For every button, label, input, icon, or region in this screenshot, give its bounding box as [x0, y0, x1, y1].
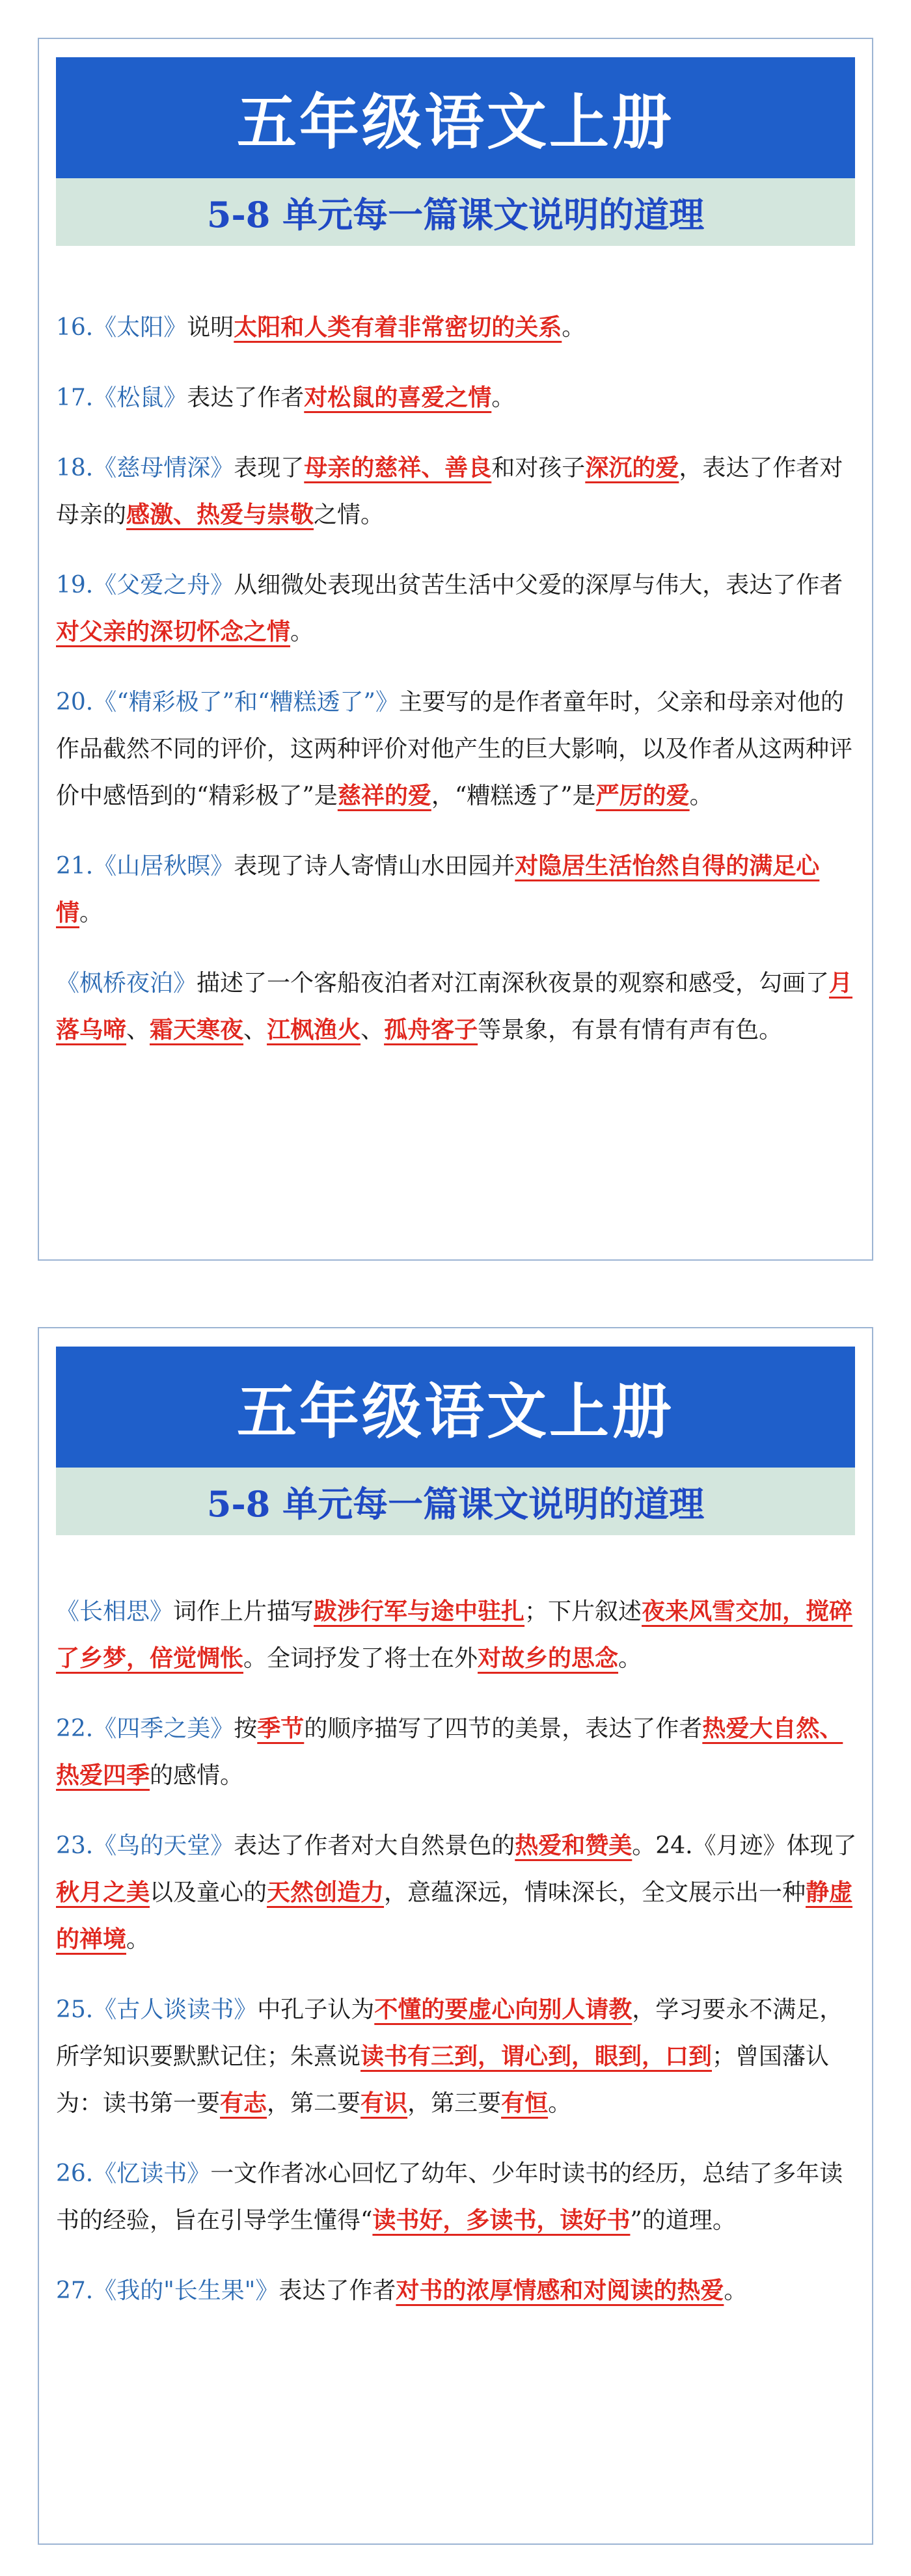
card-page-1: [38, 38, 873, 1261]
page-subtitle: 5-8 单元每一篇课文说明的道理: [56, 1468, 855, 1535]
entry-highlight: 热爱大自然、热爱四季: [56, 1715, 843, 1789]
page-title: 五年级语文上册: [56, 1347, 855, 1468]
entry-highlight: 霜天寒夜: [150, 1017, 244, 1043]
entry-paragraph: [56, 1589, 859, 1682]
entry-highlight: 对父亲的深切怀念之情: [56, 619, 291, 645]
entry-highlight: 读书好，多读书，读好书: [372, 2207, 631, 2234]
entry-list: [56, 1589, 859, 2338]
entry-text: 之情。: [314, 502, 385, 528]
entry-highlight: 对故乡的思念: [478, 1645, 619, 1672]
entry-paragraph: [56, 2268, 859, 2314]
entry-text: 。: [562, 314, 586, 341]
entry-text: ，表达了作者对母亲的: [56, 455, 843, 528]
entry-highlight: 月落乌啼: [56, 970, 853, 1043]
entry-text: ；下片叙述: [524, 1598, 642, 1625]
entry-text: 表现了诗人寄情山水田园并: [234, 853, 515, 879]
entry-list: [56, 304, 859, 1077]
entry-text: 、: [126, 1017, 150, 1043]
entry-highlight: 静虚的禅境: [56, 1879, 853, 1953]
entry-text: 表现了: [234, 455, 305, 481]
entry-text: ”的道理。: [630, 2207, 736, 2234]
entry-highlight: 感激、热爱与崇敬: [126, 502, 314, 528]
entry-highlight: 孤舟客子: [384, 1017, 478, 1043]
entry-text: 词作上片描写: [173, 1598, 314, 1625]
entry-highlight: 深沉的爱: [585, 455, 679, 481]
entry-text: 从细微处表现出贫苦生活中父爱的深厚与伟大，表达了作者: [234, 572, 843, 598]
entry-text: 、: [360, 1017, 385, 1043]
entry-title: 18.《慈母情深》: [56, 455, 234, 481]
entry-highlight: 太阳和人类有着非常密切的关系: [234, 314, 562, 341]
entry-text: 表达了作者: [187, 384, 305, 411]
entry-paragraph: [56, 375, 859, 422]
entry-text: 主要写的是作者童年时，父亲和母亲对他的作品截然不同的评价，这两种评价对他产生的巨大影响，以及作者从这两种评价中感悟到的“精彩极了”是: [56, 689, 853, 809]
entry-text: 。: [548, 2090, 572, 2117]
entry-text: ，“糟糕透了”是: [431, 783, 596, 809]
entry-paragraph: [56, 679, 859, 820]
entry-title: 20.《“精彩极了”和“糟糕透了”》: [56, 689, 399, 716]
entry-highlight: 秋月之美: [56, 1879, 150, 1906]
entry-highlight: 热爱和赞美: [515, 1832, 632, 1859]
entry-text: 等景象，有景有情有声有色。: [478, 1017, 783, 1043]
entry-title: 27.《我的"长生果"》: [56, 2277, 279, 2304]
entry-text: ，第三要: [407, 2090, 502, 2117]
entry-text: 。: [724, 2277, 748, 2304]
entry-text: ，第二要: [267, 2090, 361, 2117]
entry-text: 按: [234, 1715, 258, 1742]
entry-paragraph: [56, 1823, 859, 1963]
entry-paragraph: [56, 960, 859, 1054]
entry-title: 26.《忆读书》: [56, 2160, 211, 2187]
entry-text: ，学习要永不满足，所学知识要默默记住；朱熹说: [56, 1996, 843, 2070]
entry-paragraph: [56, 2151, 859, 2244]
entry-highlight: 对书的浓厚情感和对阅读的热爱: [396, 2277, 724, 2304]
entry-highlight: 严厉的爱: [595, 783, 690, 809]
entry-highlight: 季节: [257, 1715, 305, 1742]
entry-highlight: 跋涉行军与途中驻扎: [314, 1598, 525, 1625]
entry-highlight: 慈祥的爱: [337, 783, 431, 809]
entry-text: 一文作者冰心回忆了幼年、少年时读书的经历，总结了多年读书的经验，旨在引导学生懂得“: [56, 2160, 843, 2234]
entry-text: ；曾国藩认为：读书第一要: [56, 2043, 830, 2117]
entry-text: 。: [618, 1645, 642, 1672]
entry-text: 表达了作者对大自然景色的: [234, 1832, 515, 1859]
entry-title: 21.《山居秋暝》: [56, 853, 234, 879]
entry-text: 表达了作者: [279, 2277, 396, 2304]
entry-text: 的感情。: [150, 1762, 244, 1789]
entry-paragraph: [56, 1987, 859, 2127]
entry-text: ，意蕴深远，情味深长，全文展示出一种: [384, 1879, 806, 1906]
entry-text: 描述了一个客船夜泊者对江南深秋夜景的观察和感受，勾画了: [197, 970, 830, 997]
entry-highlight: 读书有三到，谓心到，眼到，口到: [360, 2043, 713, 2070]
entry-paragraph: [56, 562, 859, 656]
entry-text: 说明: [187, 314, 234, 341]
entry-paragraph: [56, 843, 859, 937]
entry-highlight: 对隐居生活怡然自得的满足心情: [56, 853, 820, 926]
entry-title: 23.《鸟的天堂》: [56, 1832, 234, 1859]
entry-highlight: 江枫渔火: [267, 1017, 361, 1043]
entry-text: 。: [689, 783, 713, 809]
entry-text: 。: [126, 1926, 150, 1953]
entry-text: 、: [243, 1017, 267, 1043]
entry-highlight: 有志: [220, 2090, 267, 2117]
card-page-2: [38, 1327, 873, 2545]
entry-title: 16.《太阳》: [56, 314, 187, 341]
entry-text: 。24.《月迹》体现了: [632, 1832, 857, 1859]
page-title: 五年级语文上册: [56, 57, 855, 178]
entry-title: 25.《古人谈读书》: [56, 1996, 258, 2023]
entry-text: 。全词抒发了将士在外: [243, 1645, 478, 1672]
entry-text: 和对孩子: [491, 455, 586, 481]
entry-title: 《长相思》: [56, 1598, 174, 1625]
page-subtitle: 5-8 单元每一篇课文说明的道理: [56, 178, 855, 246]
entry-title: 19.《父爱之舟》: [56, 572, 234, 598]
entry-title: 22.《四季之美》: [56, 1715, 234, 1742]
entry-text: 。: [290, 619, 314, 645]
entry-highlight: 天然创造力: [267, 1879, 385, 1906]
entry-highlight: 对松鼠的喜爱之情: [304, 384, 492, 411]
entry-highlight: 有识: [360, 2090, 408, 2117]
entry-text: 中孔子认为: [257, 1996, 375, 2023]
entry-text: 的顺序描写了四节的美景，表达了作者: [304, 1715, 703, 1742]
entry-text: 以及童心的: [150, 1879, 267, 1906]
entry-text: 。: [79, 900, 103, 926]
entry-text: 。: [491, 384, 515, 411]
entry-highlight: 有恒: [501, 2090, 549, 2117]
entry-highlight: 母亲的慈祥、善良: [304, 455, 492, 481]
entry-title: 17.《松鼠》: [56, 384, 187, 411]
entry-paragraph: [56, 445, 859, 539]
entry-highlight: 不懂的要虚心向别人请教: [374, 1996, 632, 2023]
entry-title: 《枫桥夜泊》: [56, 970, 197, 997]
entry-highlight: 夜来风雪交加，搅碎了乡梦，倍觉惆怅: [56, 1598, 853, 1672]
entry-paragraph: [56, 304, 859, 351]
entry-paragraph: [56, 1706, 859, 1799]
